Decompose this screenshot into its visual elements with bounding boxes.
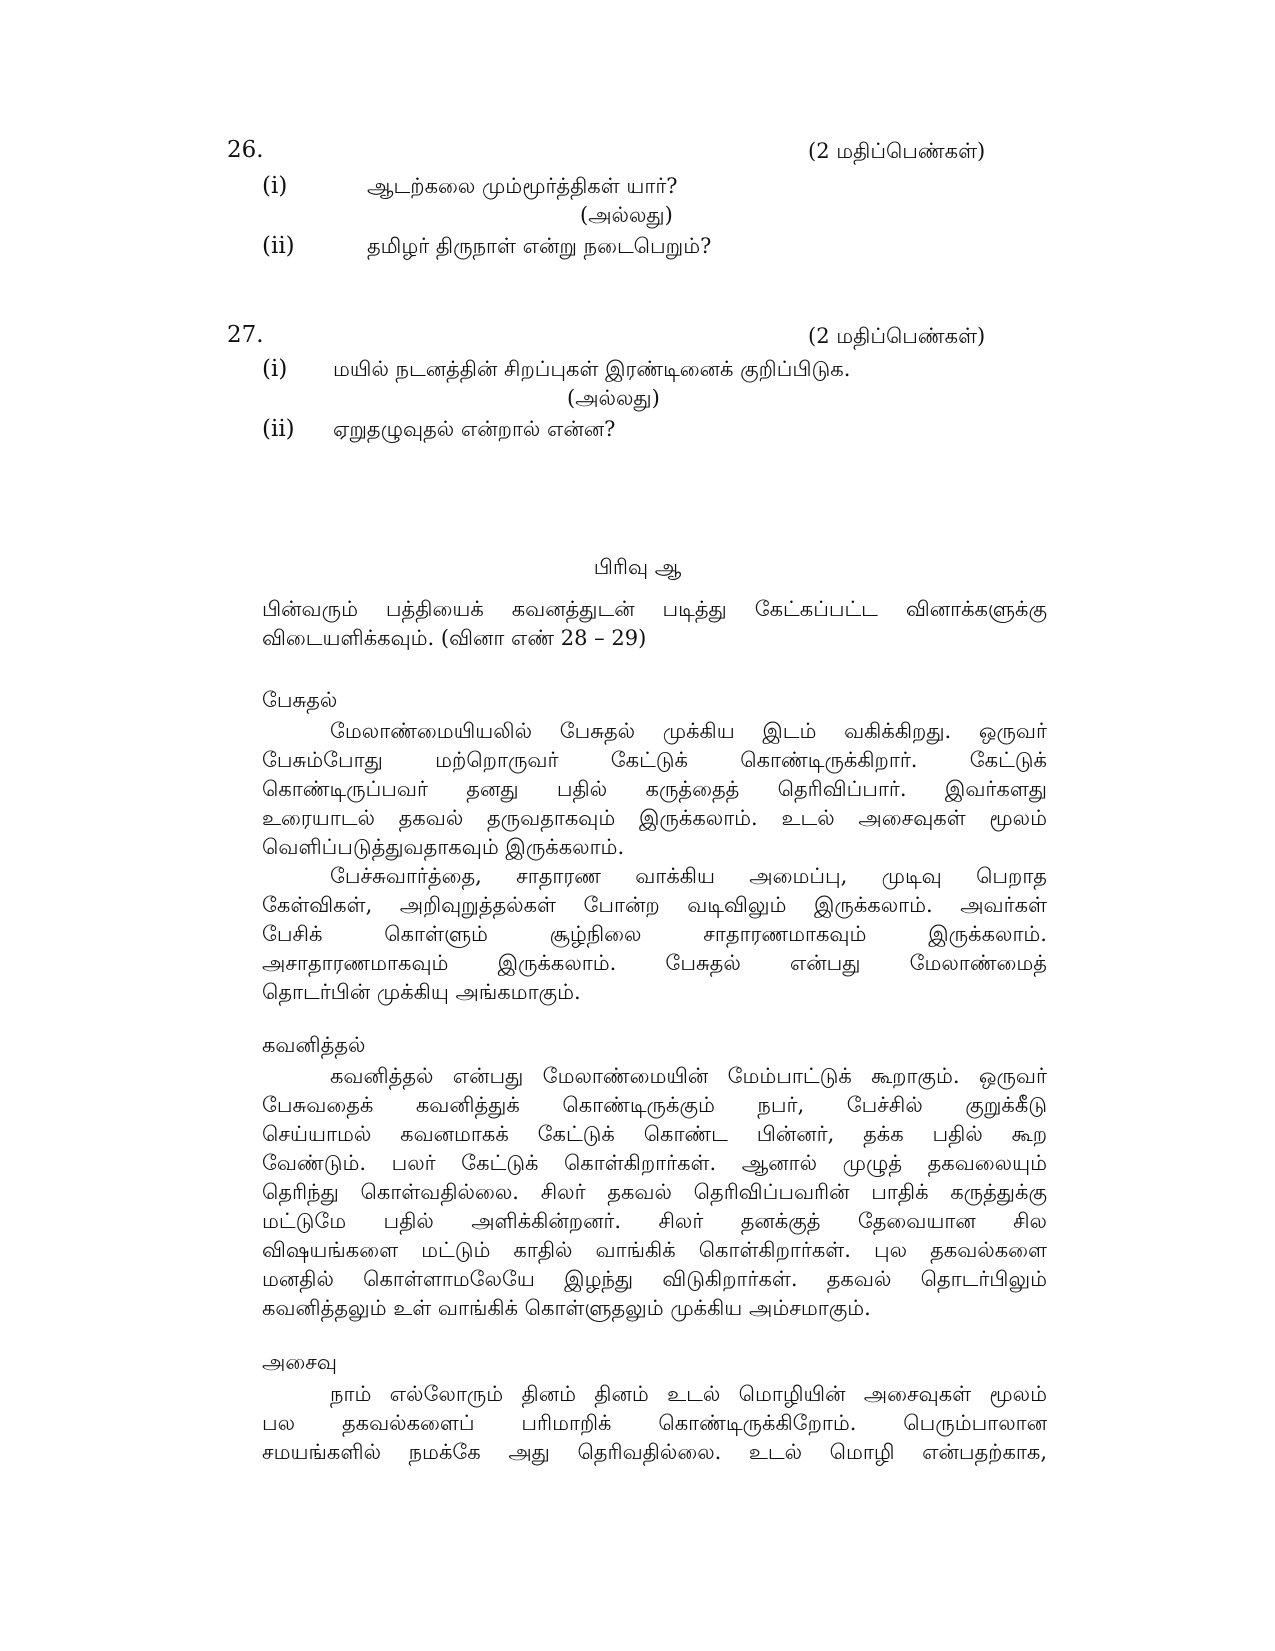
paragraph-line: மட்டுமே பதில் அளிக்கின்றனர். சிலர் தனக்குத் தேவையான சில (262, 1209, 1047, 1233)
paragraph-line: பேச்சுவார்த்தை, சாதாரண வாக்கிய அமைப்பு, முடிவு பெறாத (330, 864, 1047, 888)
q27-marks: (2 மதிப்பெண்கள்) (808, 324, 986, 348)
q26-ii-text: தமிழர் திருநாள் என்று நடைபெறும்? (367, 234, 712, 258)
paragraph-line: சமயங்களில் நமக்கே அது தெரிவதில்லை. உடல் மொழி என்பதற்காக, (262, 1440, 1047, 1464)
section-instruction (262, 595, 1047, 653)
passage-heading-movement: அசைவு (262, 1350, 337, 1374)
paragraph-line: உரையாடல் தகவல் தருவதாகவும் இருக்கலாம். உடல் அசைவுகள் மூலம் (262, 806, 1047, 830)
paragraph-line: மேலாண்மையியலில் பேசுதல் முக்கிய இடம் வகிக்கிறது. ஒருவர் (330, 719, 1047, 743)
paragraph-line: வெளிப்படுத்துவதாகவும் இருக்கலாம். (262, 835, 625, 859)
paragraph-line: பேசிக் கொள்ளும் சூழ்நிலை சாதாரணமாகவும் இருக்கலாம். (262, 922, 1047, 946)
paragraph-line: கவனித்தல் என்பது மேலாண்மையின் மேம்பாட்டுக் கூறாகும். ஒருவர் (330, 1064, 1047, 1088)
q26-i-label: (i) (262, 173, 288, 199)
q27-ii-label: (ii) (262, 416, 295, 442)
paragraph-line: கொண்டிருப்பவர் தனது பதில் கருத்தைத் தெரிவிப்பார். இவர்களது (262, 777, 1047, 801)
q26-ii-label: (ii) (262, 233, 295, 259)
paragraph-line: தெரிந்து கொள்வதில்லை. சிலர் தகவல் தெரிவிப்பவரின் பாதிக் கருத்துக்கு (262, 1180, 1047, 1204)
passage-paragraph-2 (262, 862, 1047, 1007)
q26-or: (அல்லது) (580, 203, 673, 227)
passage-paragraph-3 (262, 1062, 1047, 1323)
q26-i-text: ஆடற்கலை மும்மூர்த்திகள் யார்? (367, 174, 678, 198)
paragraph-line: வேண்டும். பலர் கேட்டுக் கொள்கிறார்கள். ஆனால் முழுத் தகவலையும் (262, 1151, 1047, 1175)
passage-paragraph-1 (262, 717, 1047, 862)
instruction-line: பின்வரும் பத்தியைக் கவனத்துடன் படித்து கேட்கப்பட்ட வினாக்களுக்கு (262, 597, 1047, 621)
paragraph-line: மனதில் கொள்ளாமலேயே இழந்து விடுகிறார்கள். தகவல் தொடர்பிலும் (262, 1267, 1047, 1291)
paragraph-line: பேசுவதைக் கவனித்துக் கொண்டிருக்கும் நபர், பேச்சில் குறுக்கீடு (262, 1093, 1047, 1117)
q27-i-label: (i) (262, 356, 288, 382)
q27-or: (அல்லது) (567, 386, 660, 410)
paragraph-line: நாம் எல்லோரும் தினம் தினம் உடல் மொழியின் அசைவுகள் மூலம் (330, 1382, 1047, 1406)
instruction-line: விடையளிக்கவும். (வினா எண் 28 – 29) (262, 626, 647, 650)
section-title: பிரிவு ஆ (593, 555, 682, 579)
paragraph-line: செய்யாமல் கவனமாகக் கேட்டுக் கொண்ட பின்னர், தக்க பதில் கூற (262, 1122, 1047, 1146)
paragraph-line: பேசும்போது மற்றொருவர் கேட்டுக் கொண்டிருக்கிறார். கேட்டுக் (262, 748, 1047, 772)
passage-heading-listening: கவனித்தல் (262, 1033, 366, 1057)
passage-paragraph-4 (262, 1380, 1047, 1467)
passage-heading-speaking: பேசுதல் (262, 688, 338, 712)
q27-number: 27. (227, 322, 264, 348)
paragraph-line: கேள்விகள், அறிவுறுத்தல்கள் போன்ற வடிவிலும் இருக்கலாம். அவர்கள் (262, 893, 1047, 917)
q27-i-text: மயில் நடனத்தின் சிறப்புகள் இரண்டினைக் குறிப்பிடுக. (333, 357, 851, 381)
paragraph-line: பல தகவல்களைப் பரிமாறிக் கொண்டிருக்கிறோம். பெரும்பாலான (262, 1411, 1047, 1435)
paragraph-line: விஷயங்களை மட்டும் காதில் வாங்கிக் கொள்கிறார்கள். புல தகவல்களை (262, 1238, 1047, 1262)
q27-ii-text: ஏறுதழுவுதல் என்றால் என்ன? (333, 417, 616, 441)
q26-marks: (2 மதிப்பெண்கள்) (808, 139, 986, 163)
paragraph-line: தொடர்பின் முக்கியு அங்கமாகும். (262, 980, 581, 1004)
paragraph-line: கவனித்தலும் உள் வாங்கிக் கொள்ளுதலும் முக்கிய அம்சமாகும். (262, 1296, 871, 1320)
paragraph-line: அசாதாரணமாகவும் இருக்கலாம். பேசுதல் என்பது மேலாண்மைத் (262, 951, 1047, 975)
q26-number: 26. (227, 137, 264, 163)
